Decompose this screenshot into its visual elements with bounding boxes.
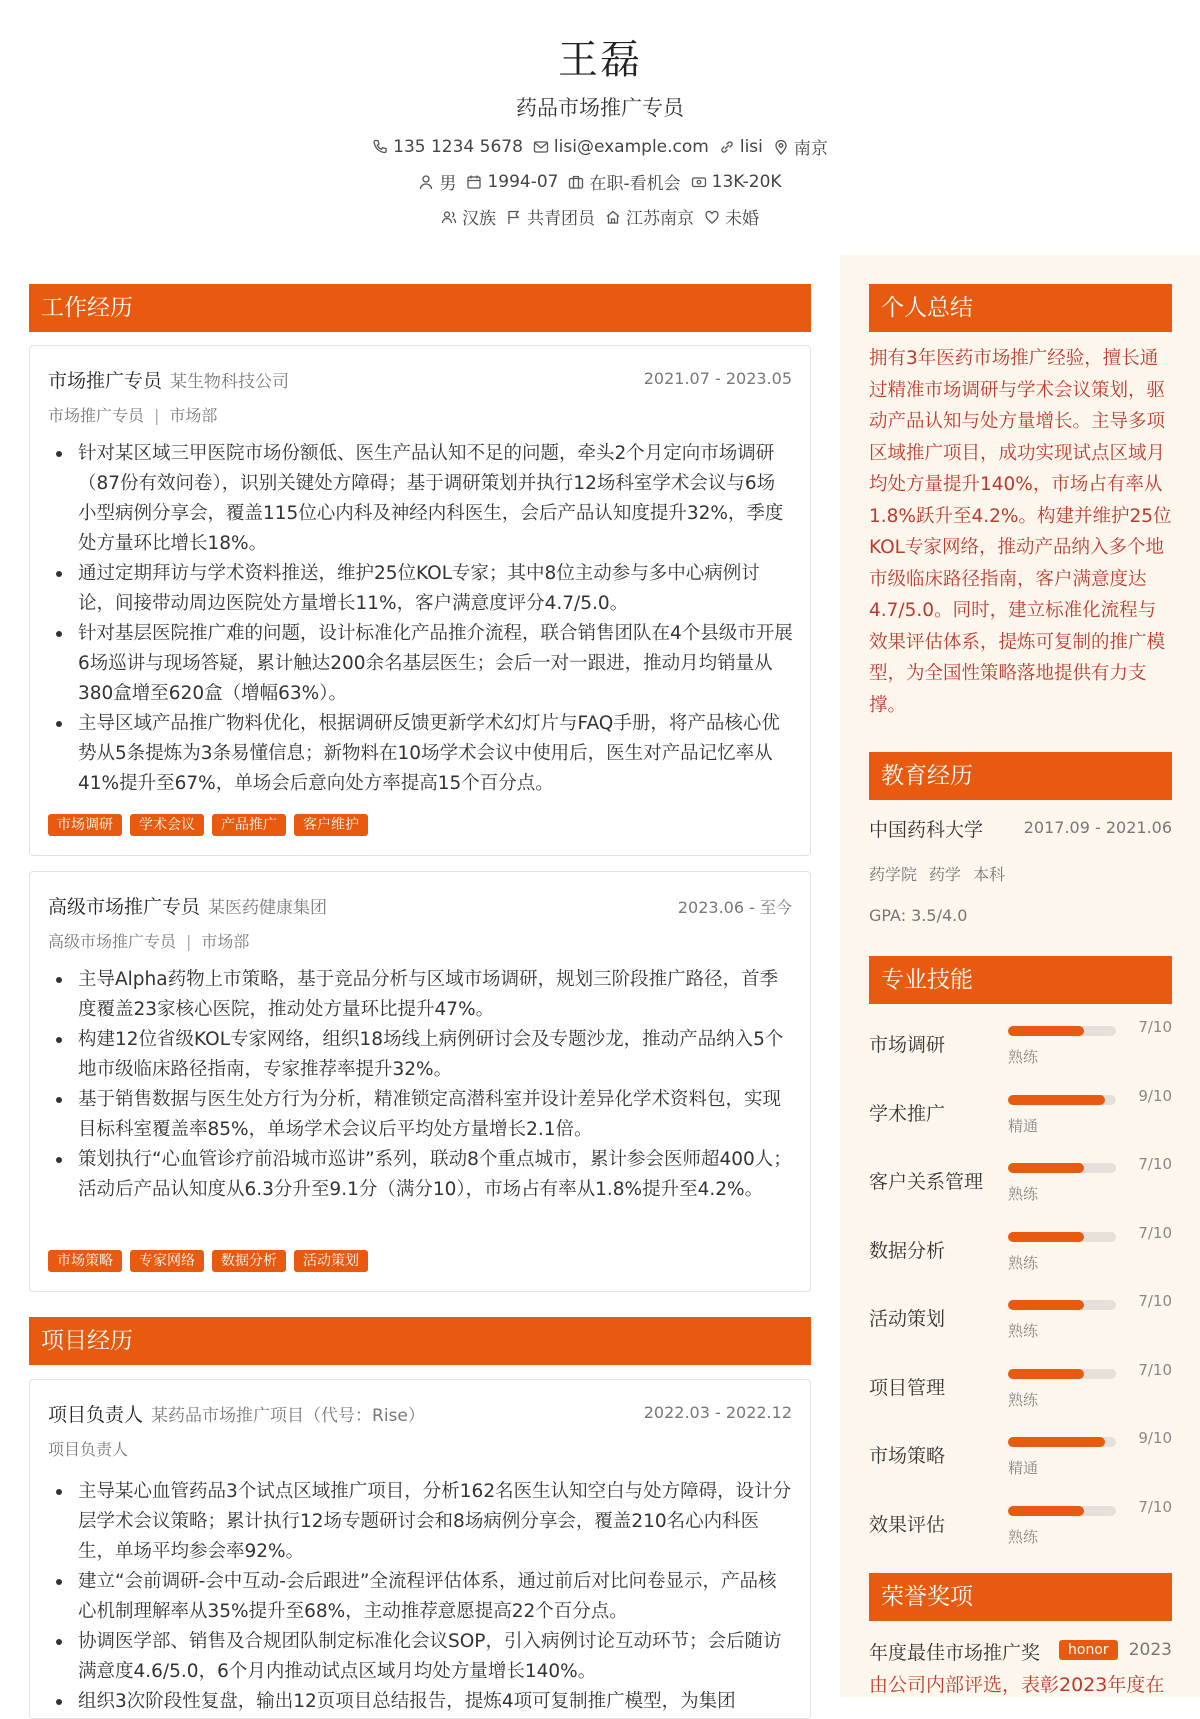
job-subtitle <box>48 929 249 952</box>
skill-bar <box>1008 1369 1116 1379</box>
skill-level: 熟练 <box>1008 1253 1039 1272</box>
job-department: 市场部 <box>169 406 218 425</box>
job-company: 某生物科技公司 <box>170 372 290 392</box>
job-date: 2021.07 - 2023.05 <box>643 369 792 388</box>
skill-bar-fill <box>1008 1232 1084 1242</box>
money-icon <box>691 174 707 190</box>
skill-tag: 客户维护 <box>294 814 368 836</box>
skill-tag: 专家网络 <box>130 1250 204 1272</box>
skill-tag: 活动策划 <box>294 1250 368 1272</box>
phone-text: 135 1234 5678 <box>393 136 523 157</box>
bullet-item: 建立“会前调研-会中互动-会后跟进”全流程评估体系，通过前后对比问卷显示，产品核心机制理解率从35%提升至68%，主动推荐意愿提高22个百分点。 <box>48 1567 793 1627</box>
marital-text: 未婚 <box>725 209 759 229</box>
work-card-2 <box>29 871 811 1292</box>
skill-score: 7/10 <box>1138 1018 1172 1036</box>
skill-tag: 产品推广 <box>212 814 286 836</box>
phone-icon <box>372 139 388 155</box>
location-info <box>773 134 828 159</box>
person-icon <box>418 174 434 190</box>
bullet-item: 主导Alpha药物上市策略，基于竞品分析与区域市场调研，规划三阶段推广路径，首季度覆盖23家核心医院，推动处方量环比提升47%。 <box>48 965 793 1025</box>
job-role: 市场推广专员 <box>48 370 163 392</box>
skill-name: 市场调研 <box>869 1034 946 1056</box>
skill-score: 7/10 <box>1138 1155 1172 1173</box>
job-subtitle <box>48 403 217 426</box>
summary-text: 拥有3年医药市场推广经验，擅长通过精准市场调研与学术会议策划，驱动产品认知与处方量增长。主导多项区域推广项目，成功实现试点区域月均处方量提升140%，市场占有率从1.8%跃升至4.2%。构建并维护25位KOL专家网络，推动产品纳入多个地市级临床路径指南，客户满意度达4.7/5.0。同时，建立标准化流程与效果评估体系，提炼可复制的推广模型，为全国性策略落地提供有力支撑。 <box>869 348 1172 716</box>
skill-score: 9/10 <box>1138 1429 1172 1447</box>
status-text: 在职-看机会 <box>589 174 681 194</box>
award-name: 年度最佳市场推广奖 <box>869 1642 1041 1664</box>
skill-bar-fill <box>1008 1026 1084 1036</box>
awards-section-heading: 荣誉奖项 <box>869 1573 1172 1621</box>
skill-name: 数据分析 <box>869 1239 946 1262</box>
bullet-item: 组织3次阶段性复盘，输出12页项目总结报告，提炼4项可复制推广模型，为集团 <box>48 1687 793 1717</box>
work-section-heading: 工作经历 <box>29 284 811 332</box>
skill-level: 精通 <box>1008 1459 1039 1477</box>
skill-bar <box>1008 1232 1116 1242</box>
skill-bar <box>1008 1300 1116 1310</box>
job-title <box>48 892 327 919</box>
marital-info <box>704 204 759 229</box>
heart-icon <box>704 209 720 225</box>
skill-level: 熟练 <box>1008 1527 1039 1546</box>
gender-info <box>418 169 456 194</box>
bullet-item: 构建12位省级KOL专家网络，组织18场线上病例研讨会及专题沙龙，推动产品纳入5个地市级临床路径指南，专家推荐率提升32%。 <box>48 1025 793 1085</box>
calendar-icon <box>466 174 482 190</box>
bullet-item: 通过定期拜访与学术资料推送，维护25位KOL专家；其中8位主动参与多中心病例讨论，间接带动周边医院处方量增长11%，客户满意度评分4.7/5.0。 <box>48 559 793 619</box>
bullet-item: 协调医学部、销售及合规团队制定标准化会议SOP，引入病例讨论互动环节；会后随访满意度4.6/5.0，6个月内推动试点区域月均处方量增长140%。 <box>48 1627 793 1687</box>
skill-score: 7/10 <box>1138 1223 1172 1242</box>
personal-row <box>0 169 1200 194</box>
skill-bar-fill <box>1008 1437 1105 1447</box>
skill-bar <box>1008 1506 1116 1516</box>
people-icon <box>441 209 457 225</box>
political-info <box>506 204 595 229</box>
project-subtitle <box>48 1437 128 1460</box>
skill-bar-fill <box>1008 1163 1084 1173</box>
skill-score: 7/10 <box>1138 1292 1172 1310</box>
skill-tag: 学术会议 <box>130 814 204 836</box>
skill-name: 市场策略 <box>869 1445 946 1467</box>
skill-bar <box>1008 1095 1116 1105</box>
work-card-1 <box>29 345 811 856</box>
skill-bar <box>1008 1437 1116 1447</box>
job-date: 2023.06 - 至今 <box>677 898 792 917</box>
skill-score: 7/10 <box>1138 1360 1172 1379</box>
location-icon <box>773 139 789 155</box>
education-section-heading: 教育经历 <box>869 752 1172 800</box>
skill-tag: 市场策略 <box>48 1250 122 1272</box>
link-icon <box>719 139 735 155</box>
skill-bar-fill <box>1008 1300 1084 1310</box>
candidate-name: 王磊 <box>558 37 642 83</box>
project-card-1 <box>29 1379 811 1719</box>
job-position: 市场推广专员 <box>48 406 145 425</box>
bullet-item: 主导区域产品推广物料优化，根据调研反馈更新学术幻灯片与FAQ手册，将产品核心优势从5条提炼为3条易懂信息；新物料在10场学术会议中使用后，医生对产品记忆率从41%提升至67%，单场会后意向处方率提高15个百分点。 <box>48 709 793 799</box>
skill-level: 熟练 <box>1008 1185 1039 1203</box>
ethnicity-text: 汉族 <box>462 209 496 229</box>
resume-header <box>0 0 1200 250</box>
job-role: 高级市场推广专员 <box>48 896 201 918</box>
skill-score: 9/10 <box>1138 1086 1172 1105</box>
separator: | <box>186 932 192 951</box>
job-bullets <box>48 439 793 799</box>
skill-name: 学术推广 <box>869 1102 946 1125</box>
salary-info <box>691 169 782 194</box>
bullet-item: 针对基层医院推广难的问题，设计标准化产品推介流程，联合销售团队在4个县级市开展6场巡讲与现场答疑，累计触达200余名基层医生；会后一对一跟进，推动月均销量从380盒增至620盒（增幅63%）。 <box>48 619 793 709</box>
contact-row <box>0 134 1200 159</box>
hometown-text: 江苏南京 <box>626 209 694 229</box>
job-position: 高级市场推广专员 <box>48 932 177 951</box>
project-bullets <box>48 1477 793 1717</box>
project-name: 某药品市场推广项目（代号：Rise） <box>151 1406 425 1426</box>
skill-bar <box>1008 1026 1116 1036</box>
hometown-info <box>605 204 694 229</box>
skill-bar-fill <box>1008 1369 1084 1379</box>
gender-text: 男 <box>439 174 457 194</box>
skill-score: 7/10 <box>1138 1497 1172 1516</box>
skill-level: 熟练 <box>1008 1048 1039 1066</box>
birth-info <box>466 169 558 194</box>
location-text: 南京 <box>793 139 828 159</box>
award-badge: honor <box>1059 1640 1118 1660</box>
skills-section-heading: 专业技能 <box>869 956 1172 1004</box>
job-company: 某医药健康集团 <box>208 898 328 918</box>
skill-level: 熟练 <box>1008 1390 1039 1409</box>
school-name: 中国药科大学 <box>869 819 984 841</box>
skill-level: 精通 <box>1008 1116 1039 1135</box>
education-meta <box>869 862 1005 885</box>
skill-name: 项目管理 <box>869 1376 946 1399</box>
project-section-heading: 项目经历 <box>29 1317 811 1365</box>
status-info <box>568 169 680 194</box>
birth-text: 1994-07 <box>487 171 559 192</box>
bullet-item: 针对某区域三甲医院市场份额低、医生产品认知不足的问题，牵头2个月定向市场调研（87份有效问卷），识别关键处方障碍；基于调研策划并执行12场科室学术会议与6场小型病例分享会，覆盖115位心内科及神经内科医生，会后产品认知度提升32%，季度处方量环比增长18%。 <box>48 439 793 559</box>
email-text: lisi@example.com <box>553 136 709 157</box>
separator: | <box>154 406 160 425</box>
award-description: 由公司内部评选，表彰2023年度在 <box>869 1674 1165 1696</box>
skill-bar-fill <box>1008 1095 1105 1105</box>
skill-bar-fill <box>1008 1506 1084 1516</box>
political-text: 共青团员 <box>527 209 595 229</box>
briefcase-icon <box>568 174 584 190</box>
gpa: GPA: 3.5/4.0 <box>869 906 968 925</box>
salary-text: 13K-20K <box>711 171 782 192</box>
home-icon <box>605 209 621 225</box>
summary-section-heading: 个人总结 <box>869 284 1172 332</box>
link-text: lisi <box>739 136 763 157</box>
skill-level: 熟练 <box>1008 1322 1039 1340</box>
skill-bar <box>1008 1163 1116 1173</box>
background-row <box>0 204 1200 229</box>
award-year: 2023 <box>1128 1640 1172 1660</box>
skill-name: 活动策划 <box>869 1308 946 1330</box>
bullet-item: 主导某心血管药品3个试点区域推广项目，分析162名医生认知空白与处方障碍，设计分层学术会议策略；累计执行12场专题研讨会和8场病例分享会，覆盖210名心内科医生，单场平均参会率92%。 <box>48 1477 793 1567</box>
bullet-item: 基于销售数据与医生处方行为分析，精准锁定高潜科室并设计差异化学术资料包，实现目标科室覆盖率85%，单场学术会议后平均处方量增长2.1倍。 <box>48 1085 793 1145</box>
project-date: 2022.03 - 2022.12 <box>643 1403 792 1422</box>
skill-name: 客户关系管理 <box>869 1171 984 1193</box>
college: 药学院 <box>869 865 918 884</box>
education-date: 2017.09 - 2021.06 <box>1023 818 1172 837</box>
job-department: 市场部 <box>201 932 250 951</box>
flag-icon <box>506 209 522 225</box>
skill-tag: 市场调研 <box>48 814 122 836</box>
ethnicity-info <box>441 204 496 229</box>
phone-info <box>372 134 523 159</box>
email-icon <box>533 139 549 155</box>
skill-name: 效果评估 <box>869 1513 946 1536</box>
major: 药学 <box>929 865 962 884</box>
degree: 本科 <box>973 865 1006 884</box>
link-info[interactable] <box>719 134 763 159</box>
job-title <box>48 366 289 393</box>
candidate-title: 药品市场推广专员 <box>516 96 684 120</box>
project-position: 项目负责人 <box>48 1440 129 1459</box>
bullet-item: 策划执行“心血管诊疗前沿城市巡讲”系列，联动8个重点城市，累计参会医师超400人；活动后产品认知度从6.3分升至9.1分（满分10），市场占有率从1.8%提升至4.2%。 <box>48 1145 793 1205</box>
skill-tag: 数据分析 <box>212 1250 286 1272</box>
project-role: 项目负责人 <box>48 1404 144 1426</box>
job-tags <box>48 814 368 836</box>
job-tags <box>48 1250 368 1272</box>
project-title <box>48 1400 425 1427</box>
job-bullets <box>48 965 793 1205</box>
email-info[interactable] <box>533 134 709 159</box>
